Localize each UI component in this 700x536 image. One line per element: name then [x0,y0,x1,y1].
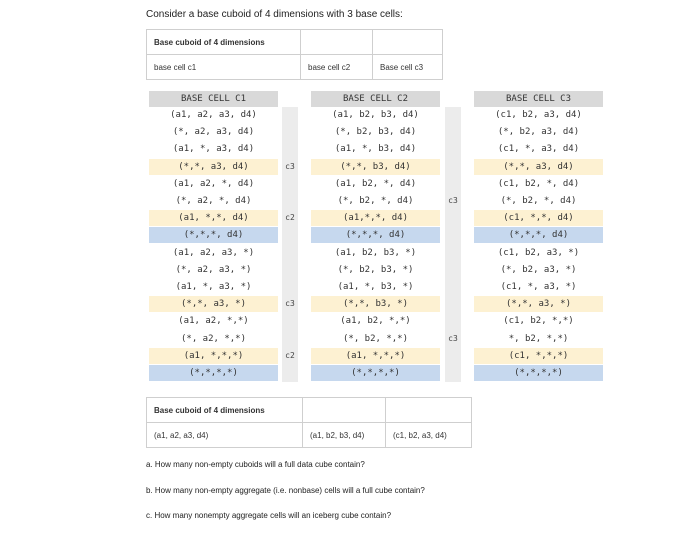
table-empty-cell [373,30,443,55]
base-cell-c1-label: base cell c1 [147,55,301,80]
cell-marker-label: c2 [285,213,295,223]
table-row [147,55,443,80]
cuboid-cell: (*,*, b3, d4) [311,159,440,175]
cuboid-cell: (a1, *, a3, *) [175,282,252,292]
cuboid-cell: (*, a2, *,*) [180,333,247,344]
cuboid-cell: (c1, b2, *,*) [503,316,574,327]
cell-marker-label: c3 [448,333,458,343]
cuboid-cell: (*, b2, a3, d4) [497,127,580,138]
cell-marker-label: c3 [448,196,458,205]
base-tuple-cell: (a1, a2, a3, d4) [147,423,303,448]
column-separator [282,107,298,382]
base-cuboid-table [146,397,472,448]
cuboid-cell: (*,*,*,*) [311,365,440,381]
cuboid-cell: (a1, a2, a3, *) [172,247,255,258]
cuboid-cell: (a1, *,*,*) [149,348,278,364]
cuboid-cell: (a1, b2, *, d4) [334,178,417,189]
cuboid-cell: (a1, *, b3, *) [337,282,414,292]
column-header-c3: BASE CELL C3 [474,91,603,107]
table-empty-cell [303,398,386,423]
cuboid-cell: (*,*,*,*) [149,365,278,381]
cuboid-cell: (a1, *, a3, d4) [172,144,255,155]
cuboid-cell: (a1, b2, *,*) [340,316,411,327]
cell-marker-label: c2 [285,350,295,360]
cuboid-cell: (a1, a2, *,*) [178,316,249,327]
base-cells-table [146,29,443,80]
table-title-cell: Base cuboid of 4 dimensions [147,30,301,55]
cuboid-cell: (a1, *,*, d4) [149,210,278,226]
table-row [147,30,443,55]
cuboid-cell: (c1, *, a3, *) [500,282,577,292]
cuboid-cell: (*, a2, *, d4) [175,196,252,206]
base-tuple-cell: (c1, b2, a3, d4) [386,423,472,448]
cuboid-cell: (c1, *, a3, d4) [497,144,580,155]
cuboid-cell: *, b2, *,*) [508,333,569,344]
cuboid-cell: (c1, b2, a3, d4) [495,110,582,120]
question-c: c. How many nonempty aggregate cells will an iceberg cube contain? [146,511,392,520]
table-title-cell: Base cuboid of 4 dimensions [147,398,303,423]
cuboid-cell: (*,*,*, d4) [311,227,440,243]
column-header-c2: BASE CELL C2 [311,91,440,107]
question-a: a. How many non-empty cuboids will a full data cube contain? [146,460,365,469]
cuboid-cell: (*, b2, b3, d4) [334,127,417,138]
cuboid-cell: (a1,*,*, d4) [311,210,440,226]
base-tuple-cell: (a1, b2, b3, d4) [303,423,386,448]
cuboid-cell: (*, b2, *, d4) [500,196,577,206]
cuboid-cell: (a1, a2, *, d4) [172,178,255,189]
cuboid-cell: (*, b2, b3, *) [337,264,414,275]
cuboid-cell: (*, a2, a3, d4) [172,127,255,138]
cuboid-cell: (*, b2, *, d4) [337,196,414,206]
cuboid-cell: (*,*, b3, *) [311,296,440,312]
table-row [147,423,472,448]
cuboid-cell: (a1, a2, a3, d4) [170,110,257,120]
cell-marker-label: c3 [285,299,295,309]
table-row [147,398,472,423]
cuboid-cell: (*,*,*, d4) [474,227,603,243]
cell-marker-label: c3 [285,161,295,171]
problem-heading: Consider a base cuboid of 4 dimensions with 3 base cells: [146,9,403,20]
table-empty-cell [301,30,373,55]
base-cell-c3-label: Base cell c3 [373,55,443,80]
cuboid-cell: (*,*,*, d4) [149,227,278,243]
cuboid-cell: (*, a2, a3, *) [175,264,252,275]
table-empty-cell [386,398,472,423]
cuboid-cell: (c1, b2, a3, *) [497,247,580,258]
cuboid-cell: (a1, *, b3, d4) [334,144,417,155]
cuboid-cell: (c1, *,*, d4) [474,210,603,226]
cuboid-cell: (*,*, a3, *) [149,296,278,312]
cuboid-cell: (c1, b2, *, d4) [497,178,580,189]
cuboid-cell: (*, b2, a3, *) [500,264,577,275]
base-cell-c2-label: base cell c2 [301,55,373,80]
cuboid-cell: (c1, *,*,*) [474,348,603,364]
cuboid-cell: (a1, b2, b3, d4) [332,110,419,120]
cuboid-cell: (a1, b2, b3, *) [334,247,417,258]
question-b: b. How many non-empty aggregate (i.e. nonbase) cells will a full cube contain? [146,486,425,495]
cuboid-cell: (*, b2, *,*) [342,333,409,344]
cuboid-cell: (*,*, a3, d4) [149,159,278,175]
column-header-c1: BASE CELL C1 [149,91,278,107]
cuboid-cell: (*,*, a3, *) [474,296,603,312]
cuboid-cell: (*,*,*,*) [474,365,603,381]
cuboid-cell: (*,*, a3, d4) [474,159,603,175]
cuboid-cell: (a1, *,*,*) [311,348,440,364]
